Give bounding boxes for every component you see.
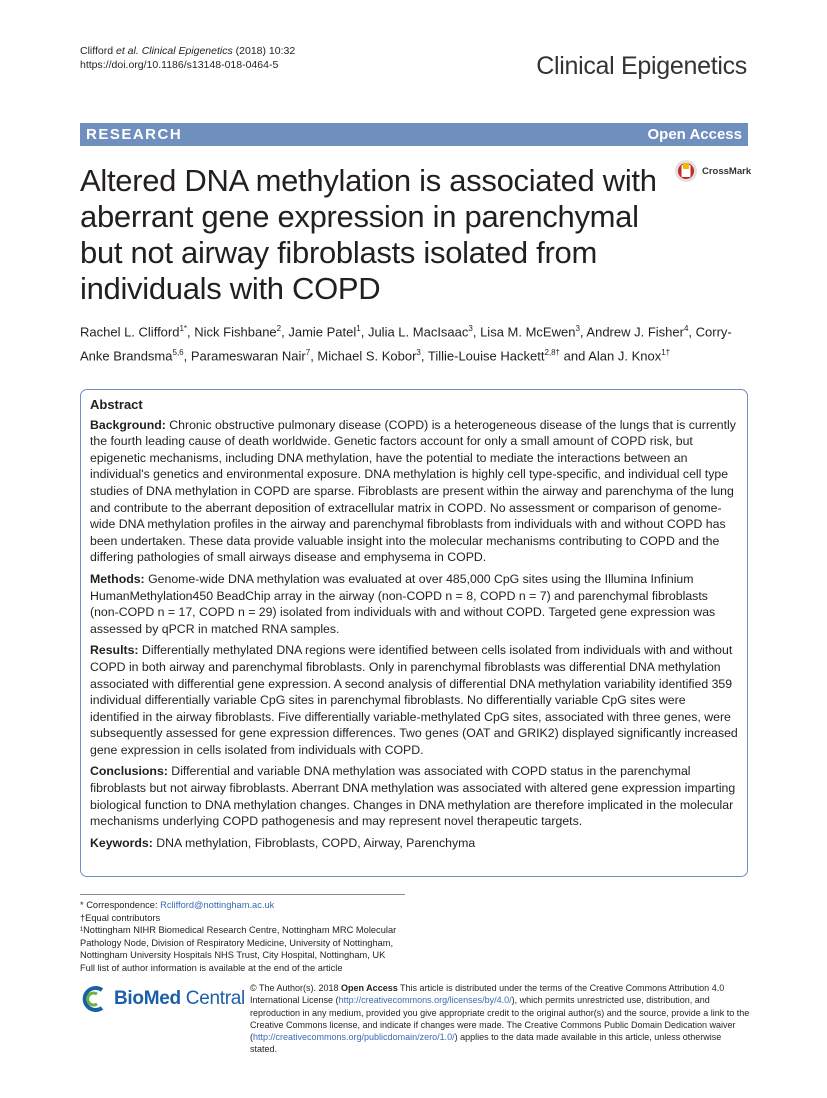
license-part: ) applies to the data made available in this article, unless otherwise stated. xyxy=(250,1032,722,1055)
correspondence-email[interactable]: Rclifford@nottingham.ac.uk xyxy=(160,900,275,910)
author-name: Andrew J. Fisher xyxy=(586,324,684,340)
author-separator: , xyxy=(420,348,428,364)
author-affiliation-sup: 3 xyxy=(416,348,421,358)
author-separator: , xyxy=(187,324,195,340)
author-affiliation-sup: 5,6 xyxy=(172,348,184,358)
crossmark-badge[interactable] xyxy=(674,156,754,186)
author-separator: , xyxy=(579,324,587,340)
author-name: Tillie-Louise Hackett xyxy=(427,348,545,364)
author-separator: , xyxy=(281,324,289,340)
author-list xyxy=(80,318,750,367)
publisher-name-rest: Central xyxy=(180,988,245,1009)
author-name: Julia L. MacIsaac xyxy=(367,324,469,340)
section-label: Methods: xyxy=(90,571,145,586)
author-separator: , xyxy=(360,324,368,340)
biomed-central-icon xyxy=(80,984,110,1014)
doi-link[interactable]: https://doi.org/10.1186/s13148-018-0464-5 xyxy=(80,59,279,71)
license-part: © The Author(s). 2018 xyxy=(250,983,342,993)
journal-name: Clinical Epigenetics xyxy=(536,52,747,80)
citation-authors: Clifford xyxy=(80,45,114,57)
section-label: Results: xyxy=(90,643,139,658)
author-name: Corry-Anke Brandsma xyxy=(80,324,732,364)
author-separator: , xyxy=(472,324,481,340)
affiliation: ¹Nottingham NIHR Biomedical Research Centre, Nottingham MRC Molecular Pathology Node, Division of Respiratory Medicine, University of Nottingham, Nottingham University Hospitals NHS Trust, City Hospital, Nottingham, UK xyxy=(80,925,397,960)
author-affiliation-sup: 7 xyxy=(305,348,311,358)
article-title: Altered DNA methylation is associated with aberrant gene expression in parenchymal but not airway fibroblasts isolated from individuals with COPD xyxy=(80,163,657,306)
equal-contributors: †Equal contributors xyxy=(80,912,161,923)
abstract-results xyxy=(90,642,738,758)
author-affiliation-sup: 4 xyxy=(683,324,689,333)
author-affiliation-sup: 1 xyxy=(356,324,361,333)
author-separator: and xyxy=(560,348,589,364)
license-part: ), which permits unrestricted use, distribution, and reproduction in any medium, provided you give appropriate credit to the original author(s) and the source, provide a link to the Creative Commons license, and indicate if changes were made. The Creative Commons Public Domain Dedication waiver ( xyxy=(250,995,750,1043)
section-text: Differential and variable DNA methylation was associated with COPD status in the parenchymal fibroblasts but not airway fibroblasts. Aberrant DNA methylation was associated with altered gene expression imparting biological function to DNA methylation changes. Changes in DNA methylation are therefore implicated in the molecular mechanisms underlying COPD pathogenesis and may represent novel therapeutic targets. xyxy=(90,764,736,829)
abstract-keywords xyxy=(90,835,738,852)
article-type-label: RESEARCH xyxy=(86,126,183,143)
author-affiliation-sup: 2 xyxy=(276,324,282,333)
abstract-methods xyxy=(90,571,738,637)
abstract-box xyxy=(80,389,748,877)
section-label: Conclusions: xyxy=(90,764,168,779)
author-separator: , xyxy=(183,348,191,364)
section-text: Chronic obstructive pulmonary disease (COPD) is a heterogeneous disease of the lungs that is currently the fourth leading cause of death worldwide. Genetic factors account for only a small amount of COPD risk, but epigenetic mechanisms, including DNA methylation, have the potential to mediate the interactions between an individual's genetics and environmental exposure. DNA methylation is highly cell type-specific, and individual cell type studies of DNA methylation in COPD are sparse. Fibroblasts are present within the airway and parenchyma of the lung and contribute to the aberrant deposition of extracellular matrix in COPD. No assessment or comparison of genome-wide DNA methylation profiles in the airway and parenchymal fibroblasts from individuals with and without COPD has been undertaken. These data provide valuable insight into the molecular mechanisms contributing to COPD and the differing pathologies of small airways disease and emphysema in COPD. xyxy=(90,417,736,565)
abstract-background xyxy=(90,417,738,566)
section-text: Genome-wide DNA methylation was evaluated at over 485,000 CpG sites using the Illumina Infinium HumanMethylation450 BeadChip array in the airway (non-COPD n = 8, COPD n = 7) and parenchymal fibroblasts (non-COPD n = 17, COPD n = 29) isolated from individuals with and without COPD. Targeted gene expression was assessed by qPCR in matched RNA samples. xyxy=(90,571,716,636)
author-affiliation-sup: 3 xyxy=(468,324,473,333)
author-separator: , xyxy=(310,348,318,364)
license-link-by[interactable]: http://creativecommons.org/licenses/by/4.0/ xyxy=(338,995,512,1006)
footnotes xyxy=(80,894,405,974)
open-access-label: Open Access xyxy=(647,126,742,143)
article-type-bar xyxy=(80,123,748,146)
author-name: Nick Fishbane xyxy=(194,324,277,340)
license-part: This article is distributed under the terms of the Creative Commons Attribution 4.0 International License ( xyxy=(250,983,725,1006)
author-affiliation-sup: 2,8† xyxy=(544,348,561,358)
author-name: Jamie Patel xyxy=(288,324,357,340)
license-text xyxy=(250,982,750,1056)
section-text: DNA methylation, Fibroblasts, COPD, Airway, Parenchyma xyxy=(152,835,476,850)
section-label: Keywords: xyxy=(90,835,153,850)
section-label: Background: xyxy=(90,417,166,432)
section-text: Differentially methylated DNA regions were identified between cells isolated from individuals with and without COPD in both airway and parenchymal fibroblasts. Only in parenchymal fibroblasts was differential DNA methylation associated with differential gene expression. A second analysis of differential DNA methylation variability identified 359 individual differentially variable CpG sites in parenchymal fibroblasts. No differentially variable CpG sites were identified in the airway fibroblasts. Five differentially variable-methylated CpG sites, associated with three genes, were subsequently assessed for gene expression differences. Two genes (OAT and GRIK2) displayed significantly increased gene expression in cells isolated from individuals with COPD. xyxy=(90,643,738,757)
author-affiliation-sup: 3 xyxy=(575,324,580,333)
author-name: Rachel L. Clifford xyxy=(80,324,180,340)
biomed-central-logo xyxy=(80,984,245,1014)
crossmark-label: CrossMark xyxy=(702,165,752,177)
correspondence-label: * Correspondence: xyxy=(80,900,161,910)
citation-journal: Clinical Epigenetics xyxy=(141,45,233,57)
citation-header xyxy=(80,44,295,72)
citation-year-vol: (2018) 10:32 xyxy=(232,45,296,57)
author-affiliation-sup: 1† xyxy=(661,348,671,358)
citation-etal: et al. xyxy=(116,45,139,57)
author-name: Alan J. Knox xyxy=(588,348,662,364)
author-separator: , xyxy=(688,324,696,340)
author-name: Parameswaran Nair xyxy=(190,348,306,364)
more-info: Full list of author information is available at the end of the article xyxy=(80,962,343,973)
author-name: Lisa M. McEwen xyxy=(480,324,576,340)
author-name: Michael S. Kobor xyxy=(317,348,417,364)
publisher-name-bold: BioMed xyxy=(114,988,181,1009)
abstract-conclusions xyxy=(90,763,738,829)
license-link-zero[interactable]: http://creativecommons.org/publicdomain/zero/1.0/ xyxy=(253,1032,455,1043)
crossmark-icon xyxy=(674,159,698,183)
abstract-heading: Abstract xyxy=(90,397,143,412)
license-open-access: Open Access xyxy=(341,983,398,993)
author-affiliation-sup: 1* xyxy=(179,324,188,333)
